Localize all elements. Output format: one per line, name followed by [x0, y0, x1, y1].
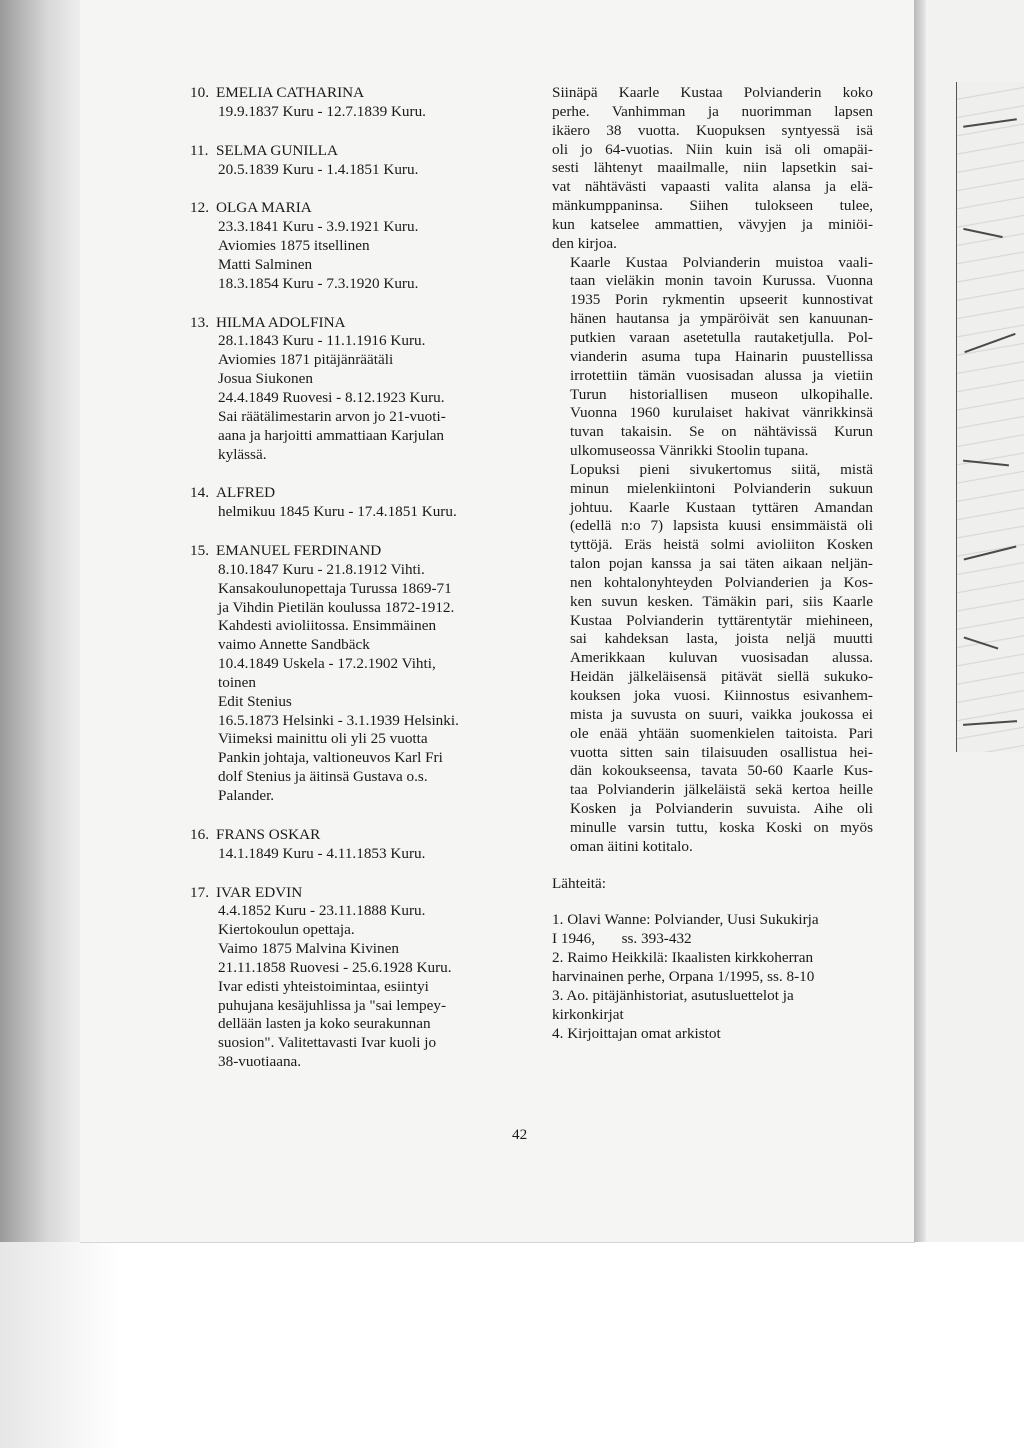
genealogy-entry — [190, 142, 510, 180]
entry-detail-line: 14.1.1849 Kuru - 4.11.1853 Kuru. — [218, 844, 426, 862]
entry-detail-line: Sai räätälimestarin arvon jo 21-vuoti- — [218, 407, 446, 425]
source-item — [552, 987, 873, 1025]
page-number: 42 — [512, 1126, 528, 1143]
entry-detail-line: 21.11.1858 Ruovesi - 25.6.1928 Kuru. — [218, 958, 452, 976]
entry-detail-line: 38-vuotiaana. — [218, 1053, 302, 1071]
paragraph-line: ikäero 38 vuotta. Kuopuksen syntyessä isä — [552, 121, 873, 139]
paragraph-line: Lopuksi pieni sivukertomus siitä, mistä — [570, 460, 873, 478]
paragraph-line: 1935 Porin rykmentin upseerit kunnostivat — [570, 291, 873, 309]
entry-name: HILMA ADOLFINA — [216, 313, 346, 331]
entry-number: 14. — [190, 484, 209, 502]
paragraph-line: Kaarle Kustaa Polvianderin muistoa vaali- — [570, 253, 873, 271]
entry-name: ALFRED — [216, 484, 276, 502]
genealogy-entry — [190, 542, 510, 806]
page-spine — [914, 0, 926, 1242]
entry-detail-line: vaimo Annette Sandbäck — [218, 636, 370, 654]
paragraph-line: putkien varaan asetetulla rautaketjulla. Pol- — [570, 328, 873, 346]
entry-detail-line: Aviomies 1871 pitäjänräätäli — [218, 351, 394, 369]
handwritten-document-fragment — [956, 82, 1024, 752]
paragraph-line: mänkumppaninsa. Siihen tulokseen tulee, — [552, 197, 873, 215]
entry-detail-line: helmikuu 1845 Kuru - 17.4.1851 Kuru. — [218, 503, 457, 521]
entry-heading — [190, 84, 510, 103]
paragraph-line: dän kokoukseensa, tavata 50-60 Kaarle Kus- — [570, 762, 873, 780]
sources-list — [552, 911, 873, 1043]
entry-heading — [190, 314, 510, 333]
entry-detail-line: Josua Siukonen — [218, 370, 313, 388]
paragraph-line: vianderin asuma tupa Hainarin puustellissa — [570, 347, 873, 365]
entry-detail-line: Kahdesti avioliitossa. Ensimmäinen — [218, 617, 437, 635]
entry-detail-line: 10.4.1849 Uskela - 17.2.1902 Vihti, — [218, 655, 436, 673]
entry-name: EMELIA CATHARINA — [216, 84, 365, 101]
entry-detail-line: 28.1.1843 Kuru - 11.1.1916 Kuru. — [218, 332, 426, 350]
entry-detail-line: 4.4.1852 Kuru - 23.11.1888 Kuru. — [218, 902, 426, 920]
entry-detail-line: Vaimo 1875 Malvina Kivinen — [218, 940, 399, 958]
paragraph-line: nen kohtalonyhteyden Polvianderien ja Kos- — [570, 573, 873, 591]
paragraph-line: sai kahdeksan lasta, joista neljä muutti — [570, 630, 873, 648]
entry-detail-line: 16.5.1873 Helsinki - 3.1.1939 Helsinki. — [218, 711, 459, 729]
paragraph-line: vat nähtävästi vapaasti valita alansa ja elä- — [552, 178, 873, 196]
entry-heading — [190, 884, 510, 903]
entry-detail-line: 18.3.1854 Kuru - 7.3.1920 Kuru. — [218, 274, 419, 292]
entry-detail-line: Ivar edisti yhteistoimintaa, esiintyi — [218, 977, 429, 995]
genealogy-entry — [190, 826, 510, 864]
paragraph-line: minun mielenkiintoni Polvianderin sukuun — [570, 479, 873, 497]
narrative-paragraph — [552, 461, 873, 857]
entry-detail-line: Edit Stenius — [218, 692, 292, 710]
entry-detail-line: 20.5.1839 Kuru - 1.4.1851 Kuru. — [218, 160, 419, 178]
source-item — [552, 911, 873, 949]
paragraph-line: Kosken ja Polvianderin suvuista. Aihe oli — [570, 800, 873, 818]
entry-name: OLGA MARIA — [216, 199, 312, 217]
entry-detail-line: 23.3.1841 Kuru - 3.9.1921 Kuru. — [218, 218, 419, 236]
entry-detail-line: 19.9.1837 Kuru - 12.7.1839 Kuru. — [218, 102, 426, 120]
source-line: 2. Raimo Heikkilä: Ikaalisten kirkkoherran — [552, 949, 814, 967]
paragraph-line: ulkomuseossa Vänrikki Stoolin tupana. — [570, 442, 809, 460]
paragraph-line: ken suvun kesken. Tämäkin pari, siis Kaarle — [570, 592, 873, 610]
paragraph-line: irrotettiin tämän vuosisadan alussa ja vietiin — [570, 366, 873, 384]
paragraph-line: (edellä n:o 7) lapsista kuusi ensimmäistä oli — [570, 517, 873, 535]
narrative-paragraphs — [552, 84, 873, 857]
entry-heading — [190, 542, 510, 561]
paragraph-line: kun katselee ammattien, vävyjen ja miniöi- — [552, 215, 873, 233]
entry-detail-line: dolf Stenius ja äitinsä Gustava o.s. — [218, 768, 428, 786]
narrative-column — [552, 84, 873, 1043]
paragraph-line: hänen hautansa ja ympäröivät sen kanuunan- — [570, 310, 873, 328]
source-line: 3. Ao. pitäjänhistoriat, asutusluettelot ja — [552, 986, 794, 1004]
entry-detail-line: 8.10.1847 Kuru - 21.8.1912 Vihti. — [218, 560, 425, 578]
narrative-paragraph — [552, 84, 873, 254]
entry-number: 16. — [190, 825, 209, 843]
paragraph-line: perhe. Vanhimman ja nuorimman lapsen — [552, 102, 873, 120]
entry-heading — [190, 142, 510, 161]
entry-detail-line: toinen — [218, 673, 256, 691]
paragraph-line: kouksen joka vuosi. Kiinnostus esivanhem- — [570, 687, 873, 704]
entry-detail-line: Matti Salminen — [218, 255, 313, 273]
source-line: I 1946, ss. 393-432 — [552, 930, 692, 948]
entry-number: 10. — [190, 84, 209, 101]
sources-heading: Lähteitä: — [552, 874, 606, 892]
source-line: kirkonkirjat — [552, 1005, 624, 1023]
source-item — [552, 1025, 873, 1044]
entry-detail-line: Aviomies 1875 itsellinen — [218, 237, 370, 255]
entry-detail-line: Pankin johtaja, valtioneuvos Karl Fri — [218, 749, 443, 767]
entry-detail-line: Viimeksi mainittu oli yli 25 vuotta — [218, 730, 428, 748]
adjacent-page-edge — [914, 0, 1024, 1242]
entry-detail-line: aana ja harjoitti ammattiaan Karjulan — [218, 426, 445, 444]
entry-detail-line: Kansakoulunopettaja Turussa 1869-71 — [218, 579, 452, 597]
paragraph-line: talon pojan kanssa ja sai täten aikaan neljän- — [570, 555, 873, 573]
paragraph-line: sesti lähtenyt maailmalle, niin lapsetkin sai- — [552, 159, 873, 177]
paragraph-line: Heidän jälkeläisensä pitävät siellä sukuko- — [570, 668, 873, 686]
genealogy-entry — [190, 199, 510, 293]
paragraph-line: taa Polvianderin jälkeläistä sekä kertoa heille — [570, 781, 873, 799]
entry-detail-line: puhujana kesäjuhlissa ja "sai lempey- — [218, 996, 447, 1014]
entry-number: 11. — [190, 141, 209, 159]
entry-detail-line: kylässä. — [218, 445, 267, 463]
paragraph-line: Turun historiallisen museon ulkopihalle. — [570, 385, 873, 403]
source-item — [552, 949, 873, 987]
paragraph-line: ole enää yhtään suomenkielen taitoista. Pari — [570, 724, 873, 742]
entry-number: 12. — [190, 199, 209, 217]
paragraph-line: vuotta sitten sain tilaisuuden osallistua hei- — [570, 743, 873, 761]
source-line: 4. Kirjoittajan omat arkistot — [552, 1024, 721, 1042]
paragraph-line: minulle varsin tuttu, koska Koski on myös — [570, 818, 873, 836]
genealogy-entry — [190, 84, 510, 122]
paragraph-line: taan vieläkin monin tavoin Kurussa. Vuonna — [570, 272, 873, 290]
source-line: harvinainen perhe, Orpana 1/1995, ss. 8-10 — [552, 967, 815, 985]
entry-name: IVAR EDVIN — [216, 883, 303, 901]
entry-name: EMANUEL FERDINAND — [216, 542, 382, 560]
genealogy-entry — [190, 884, 510, 1072]
paragraph-line: mista ja suvusta on suuri, vaikka joukossa ei — [570, 705, 873, 723]
entry-name: FRANS OSKAR — [216, 825, 321, 843]
source-line: 1. Olavi Wanne: Polviander, Uusi Sukukirja — [552, 911, 819, 929]
paragraph-line: den kirjoa. — [552, 234, 617, 252]
binding-shadow — [0, 0, 80, 1242]
paragraph-line: oman äitini kotitalo. — [570, 837, 693, 855]
entry-detail-line: Palander. — [218, 787, 275, 804]
paragraph-line: Vuonna 1960 kurulaiset hakivat vänrikkinsä — [570, 404, 873, 422]
scan-margin — [0, 1242, 120, 1448]
genealogy-entry — [190, 314, 510, 465]
entry-heading — [190, 826, 510, 845]
entry-number: 17. — [190, 883, 209, 901]
paragraph-line: tyttöjä. Eräs heistä solmi avioliiton Kosken — [570, 536, 873, 554]
entry-detail-line: dellään lasten ja koko seurakunnan — [218, 1015, 431, 1033]
entry-heading — [190, 484, 510, 503]
paragraph-line: Siinäpä Kaarle Kustaa Polvianderin koko — [552, 84, 873, 101]
entry-number: 13. — [190, 313, 209, 331]
entry-name: SELMA GUNILLA — [216, 141, 338, 159]
paragraph-line: johtuu. Kaarle Kustaan tyttären Amandan — [570, 498, 873, 516]
genealogy-list-column — [190, 84, 510, 1092]
paragraph-line: tuvan takaisin. Se on nähtävissä Kurun — [570, 423, 873, 441]
entry-detail-line: ja Vihdin Pietilän koulussa 1872-1912. — [218, 598, 455, 616]
narrative-paragraph — [552, 254, 873, 461]
paragraph-line: Kustaa Polvianderin tyttärentytär miehineen, — [570, 611, 873, 629]
paragraph-line: oli jo 64-vuotias. Niin kuin isä oli omapäi- — [552, 140, 873, 158]
entry-heading — [190, 199, 510, 218]
entry-detail-line: Kiertokoulun opettaja. — [218, 921, 355, 939]
genealogy-entry — [190, 484, 510, 522]
entry-number: 15. — [190, 542, 209, 560]
paragraph-line: Amerikkaan kuluvan vuosisadan alussa. — [570, 649, 873, 667]
entry-detail-line: suosion". Valitettavasti Ivar kuoli jo — [218, 1034, 437, 1052]
entry-detail-line: 24.4.1849 Ruovesi - 8.12.1923 Kuru. — [218, 388, 445, 406]
